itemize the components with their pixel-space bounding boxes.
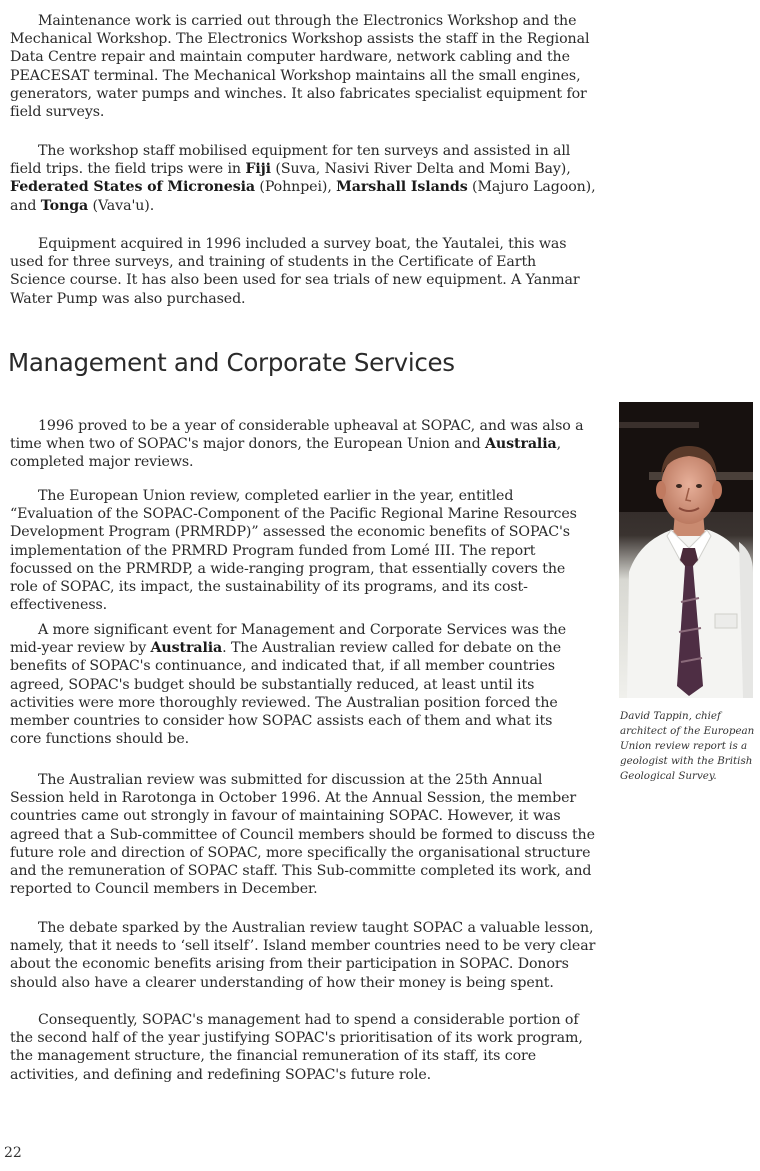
upheaval-text: 1996 proved to be a year of considerable upheaval at SOPAC, and was also a time when two of SOPAC's major donors, the European Union and: [10, 418, 584, 453]
paragraph-field-trips: [10, 142, 598, 215]
australia-review-text: A more significant event for Management and Corporate Services was the mid-year review by: [10, 622, 567, 657]
fsm-detail: (Pohnpei),: [254, 179, 337, 196]
australia-review-tail: . The Australian review called for debate on the benefits of SOPAC's continuance, and indicated that, if all member countries agreed, SOPAC's budget should be substantially reduced, at least until its activities were more thoroughly reviewed. The Australian position forced the member countries to consider how SOPAC assists each of them and what its core functions should be.: [10, 640, 562, 748]
paragraph-upheaval: [10, 417, 586, 472]
country-fsm: Federated States of Micronesia: [10, 179, 255, 196]
field-trips-lead: The workshop staff mobilised equipment for ten surveys and assisted in all field trips. the field trips were in: [10, 143, 571, 178]
paragraph-australia-review: [10, 621, 580, 748]
portrait-photo: [619, 402, 753, 698]
section-heading: Management and Corporate Services: [8, 348, 455, 377]
fiji-detail: (Suva, Nasivi River Delta and Momi Bay),: [270, 161, 571, 178]
donor-australia: Australia: [485, 436, 557, 453]
tonga-detail: (Vava'u).: [88, 197, 155, 214]
paragraph-eu-review: The European Union review, completed earlier in the year, entitled “Evaluation of the SOPAC-Component of the Pacific Regional Marine Resources Development Program (PRMRDP)” assessed the economic benefits of SOPAC's implementation of the PRMRD Program funded from Lomé III. The report focussed on the PRMRDP, a wide-ranging program, that essentially covers the role of SOPAC, its impact, the sustainability of its programs, and its cost-effectiveness.: [10, 488, 577, 614]
country-fiji: Fiji: [245, 161, 271, 178]
page-number: 22: [4, 1145, 22, 1161]
portrait-illustration: [619, 402, 753, 698]
paragraph-equipment: Equipment acquired in 1996 included a survey boat, the Yautalei, this was used for three surveys, and training of students in the Certificate of Earth Science course. It has also been used for sea trials of new equipment. A Yanmar Water Pump was also purchased.: [10, 236, 580, 307]
paragraph-annual-session: The Australian review was submitted for discussion at the 25th Annual Session held in Rarotonga in October 1996. At the Annual Session, the member countries came out strongly in favour of maintaining SOPAC. However, it was agreed that a Sub-committee of Council members should be formed to discuss the future role and direction of SOPAC, more specifically the organisational structure and the remuneration of SOPAC staff. This Sub-committe completed its work, and reported to Council members in December.: [10, 772, 595, 898]
marshall-detail: (Majuro Lagoon), and: [10, 179, 596, 214]
country-marshall-islands: Marshall Islands: [336, 179, 468, 196]
upheaval-tail: , completed major reviews.: [10, 436, 562, 471]
photo-caption: David Tappin, chief architect of the European Union review report is a geologist with the British Geological Survey.: [620, 710, 755, 782]
paragraph-consequence: Consequently, SOPAC's management had to spend a considerable portion of the second half of the year justifying SOPAC's prioritisation of its work program, the management structure, the financial remuneration of its staff, its core activities, and defining and redefining SOPAC's future role.: [10, 1012, 583, 1083]
paragraph-lesson: The debate sparked by the Australian review taught SOPAC a valuable lesson, namely, that it needs to ‘sell itself’. Island member countries need to be very clear about the economic benefits arising from their participation in SOPAC. Donors should also have a clearer understanding of how their money is being spent.: [10, 920, 596, 991]
paragraph-workshops: Maintenance work is carried out through the Electronics Workshop and the Mechanical Workshop. The Electronics Workshop assists the staff in the Regional Data Centre repair and maintain computer hardware, network cabling and the PEACESAT terminal. The Mechanical Workshop maintains all the small engines, generators, water pumps and winches. It also fabricates specialist equipment for field surveys.: [10, 13, 590, 121]
country-tonga: Tonga: [40, 197, 89, 214]
reviewer-australia: Australia: [150, 640, 223, 657]
